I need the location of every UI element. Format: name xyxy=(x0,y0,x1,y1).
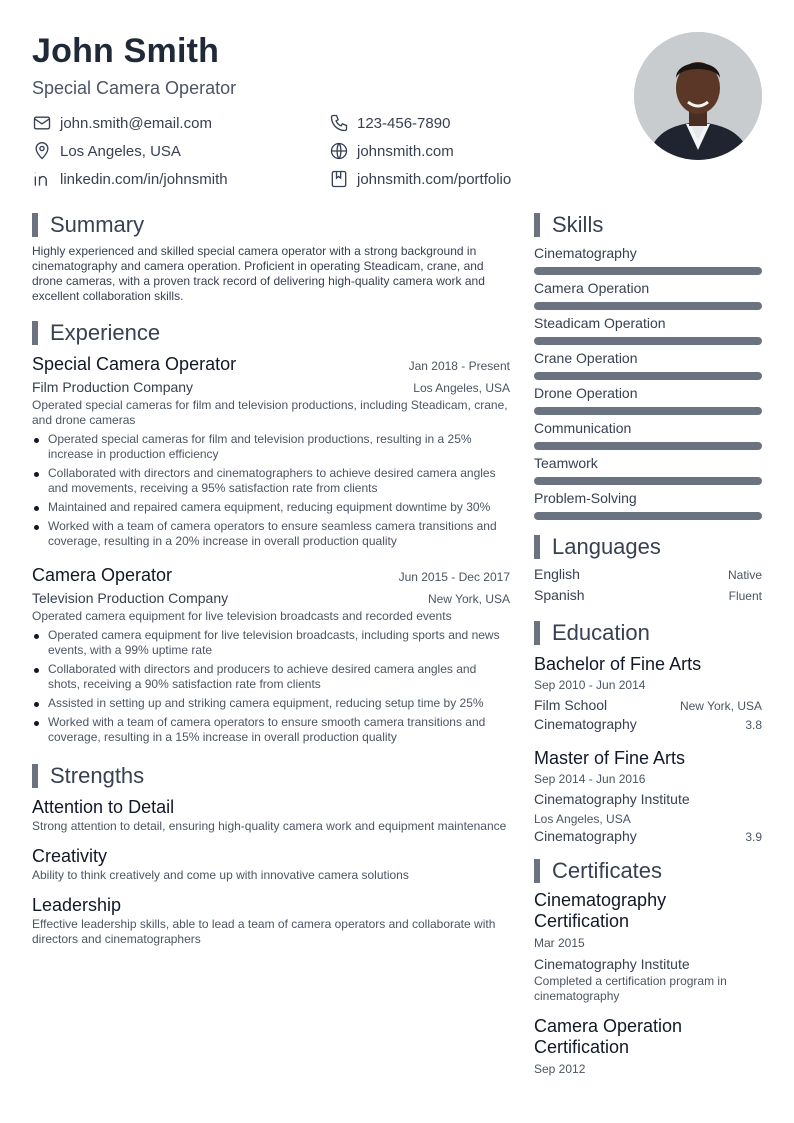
language-item xyxy=(534,566,762,587)
language-name: English xyxy=(534,566,580,582)
strength-name: Leadership xyxy=(32,895,122,915)
skill-bar xyxy=(534,512,762,520)
job-location: New York, USA xyxy=(427,592,510,606)
bullet-item: Collaborated with directors and producers to achieve desired camera angles and shots, receiving a 90% satisfaction rate from clients xyxy=(32,662,510,692)
job-title: Special Camera Operator xyxy=(32,354,237,374)
contact-website[interactable] xyxy=(329,140,454,162)
phone-icon xyxy=(329,113,349,133)
strength-description: Ability to think creatively and come up with innovative camera solutions xyxy=(32,868,409,882)
contact-portfolio[interactable] xyxy=(329,168,511,190)
bullet-item: Worked with a team of camera operators to ensure seamless camera transitions and coverage, resulting in a 20% increase in overall production quality xyxy=(32,519,510,549)
candidate-title: Special Camera Operator xyxy=(32,78,237,98)
certificate-name: Cinematography Certification xyxy=(534,890,667,931)
contact-email[interactable] xyxy=(32,112,212,134)
skill-name: Teamwork xyxy=(534,455,598,471)
degree-name: Master of Fine Arts xyxy=(534,748,686,768)
strength-name: Creativity xyxy=(32,846,108,866)
skills-list xyxy=(534,244,762,520)
contact-phone[interactable] xyxy=(329,112,450,134)
language-name: Spanish xyxy=(534,587,585,603)
experience-item xyxy=(32,563,510,745)
strength-name: Attention to Detail xyxy=(32,797,175,817)
bookmark-icon xyxy=(329,169,349,189)
contact-location xyxy=(32,140,181,162)
strength-description: Strong attention to detail, ensuring high-quality camera work and equipment maintenance xyxy=(32,819,507,833)
education-heading: Education xyxy=(534,620,762,646)
website-text: johnsmith.com xyxy=(357,142,454,160)
education-date: Sep 2010 - Jun 2014 xyxy=(534,678,646,692)
strength-item xyxy=(32,893,510,947)
portfolio-text: johnsmith.com/portfolio xyxy=(357,170,512,188)
strength-item xyxy=(32,795,510,834)
certificate-name: Camera Operation Certification xyxy=(534,1016,683,1057)
certificate-org: Cinematography Institute xyxy=(534,956,690,972)
degree-name: Bachelor of Fine Arts xyxy=(534,654,702,674)
skill-name: Crane Operation xyxy=(534,350,638,366)
job-date: Jun 2015 - Dec 2017 xyxy=(398,570,510,584)
bullet-item: Operated special cameras for film and television productions, resulting in a 25% increase in production efficiency xyxy=(32,432,510,462)
left-column xyxy=(32,212,510,957)
job-description: Operated special cameras for film and television productions, including Steadicam, crane, and drone cameras xyxy=(32,398,508,427)
job-bullets xyxy=(32,628,510,745)
bullet-item: Collaborated with directors and cinematographers to achieve desired camera angles and movements, receiving a 95% satisfaction rate from clients xyxy=(32,466,510,496)
skill-bar xyxy=(534,477,762,485)
summary-heading: Summary xyxy=(32,212,510,238)
education-field: Cinematography xyxy=(534,716,637,732)
strength-description: Effective leadership skills, able to lead a team of camera operators and collaborate with directors and cinematographers xyxy=(32,917,496,946)
globe-icon xyxy=(329,141,349,161)
skill-bar xyxy=(534,302,762,310)
language-level: Native xyxy=(727,568,762,582)
skill-name: Drone Operation xyxy=(534,385,638,401)
skill-bar xyxy=(534,442,762,450)
skill-bar xyxy=(534,267,762,275)
languages-list xyxy=(534,566,762,608)
skill-bar xyxy=(534,407,762,415)
school-location: Los Angeles, USA xyxy=(534,812,631,826)
contact-linkedin[interactable] xyxy=(32,168,228,190)
right-column xyxy=(534,212,762,1092)
certificate-item xyxy=(534,890,762,1004)
mail-icon xyxy=(32,113,52,133)
skill-name: Problem-Solving xyxy=(534,490,637,506)
bullet-item: Worked with a team of camera operators to ensure smooth camera transitions and coverage, resulting in a 15% increase in overall production quality xyxy=(32,715,510,745)
skill-name: Communication xyxy=(534,420,632,436)
certificate-date: Mar 2015 xyxy=(534,936,585,950)
skills-heading: Skills xyxy=(534,212,762,238)
job-title: Camera Operator xyxy=(32,565,173,585)
education-gpa: 3.9 xyxy=(745,830,762,844)
job-bullets xyxy=(32,432,510,549)
candidate-name: John Smith xyxy=(32,32,220,70)
skill-name: Steadicam Operation xyxy=(534,315,666,331)
certificates-heading: Certificates xyxy=(534,858,762,884)
job-date: Jan 2018 - Present xyxy=(408,359,510,373)
bullet-item: Assisted in setting up and striking camera equipment, reducing setup time by 25% xyxy=(32,696,510,711)
summary-text: Highly experienced and skilled special camera operator with a strong background in cinematography and camera operation. Proficient in operating Steadicam, crane, and drone cameras, with a proven track record of delivering high-quality camera work and excellent collaboration skills. xyxy=(32,244,485,303)
school-name: Cinematography Institute xyxy=(534,791,690,807)
job-location: Los Angeles, USA xyxy=(413,381,510,395)
map-pin-icon xyxy=(32,141,52,161)
school-location: New York, USA xyxy=(679,699,762,713)
profile-photo xyxy=(634,32,762,160)
skill-name: Camera Operation xyxy=(534,280,650,296)
skill-bar xyxy=(534,372,762,380)
school-name: Film School xyxy=(534,697,608,713)
certificate-date: Sep 2012 xyxy=(534,1062,586,1076)
strengths-heading: Strengths xyxy=(32,763,510,789)
job-company: Film Production Company xyxy=(32,379,194,395)
education-gpa: 3.8 xyxy=(745,718,762,732)
education-field: Cinematography xyxy=(534,828,637,844)
location-text: Los Angeles, USA xyxy=(60,142,181,160)
certificate-item xyxy=(534,1016,762,1080)
certificate-description: Completed a certification program in cinematography xyxy=(534,974,727,1003)
skill-bar xyxy=(534,337,762,345)
email-text: john.smith@email.com xyxy=(60,114,212,132)
languages-heading: Languages xyxy=(534,534,762,560)
education-date: Sep 2014 - Jun 2016 xyxy=(534,772,646,786)
bullet-item: Maintained and repaired camera equipment, reducing equipment downtime by 30% xyxy=(32,500,510,515)
education-item xyxy=(534,746,762,844)
bullet-item: Operated camera equipment for live television broadcasts, including sports and news events, with a 99% uptime rate xyxy=(32,628,510,658)
skill-name: Cinematography xyxy=(534,245,637,261)
job-company: Television Production Company xyxy=(32,590,229,606)
experience-item xyxy=(32,352,510,549)
strength-item xyxy=(32,844,510,883)
education-item xyxy=(534,652,762,732)
language-item xyxy=(534,587,762,608)
job-description: Operated camera equipment for live television broadcasts and recorded events xyxy=(32,609,452,623)
phone-text: 123-456-7890 xyxy=(357,114,451,132)
language-level: Fluent xyxy=(728,589,762,603)
linkedin-text: linkedin.com/in/johnsmith xyxy=(60,170,228,188)
resume-header xyxy=(32,30,772,200)
experience-heading: Experience xyxy=(32,320,510,346)
linkedin-icon xyxy=(32,169,52,189)
